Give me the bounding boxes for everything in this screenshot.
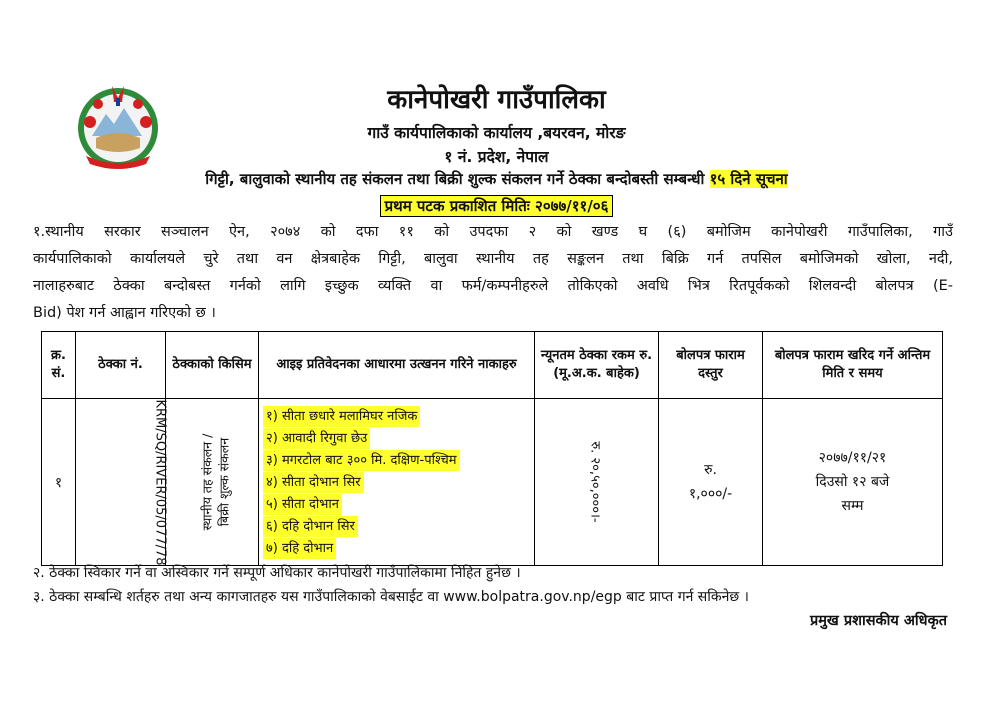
place-item: ३) मगरटोल बाट ३०० मि. दक्षिण-पश्चिम — [263, 450, 460, 471]
publish-date-box — [0, 195, 993, 217]
deadline-line-3: सम्म — [841, 498, 864, 514]
form-fee-line-1: रु. — [704, 462, 717, 478]
contract-no-text: KRM/SQ/RIVER/05/077/78 — [152, 398, 168, 566]
contract-type-line-1: स्थानीय तह संकलन / — [199, 433, 215, 531]
contract-type-line-2: बिक्री शुल्क संकलन — [216, 437, 232, 527]
col-header-places: आइइ प्रतिवेदनका आधारमा उत्खनन गरिने नाकाहरु — [259, 332, 535, 399]
deadline-line-1: २०७७/११/२१ — [818, 450, 887, 466]
intro-line: Bid) पेश गर्न आह्वान गरिएको छ । — [33, 305, 216, 321]
province-name: १ नं. प्रदेश, नेपाल — [444, 148, 549, 166]
col-header-sn: क्र. सं. — [42, 332, 76, 399]
cell-contract-no — [76, 399, 166, 566]
place-item: १) सीता छधारे मलामिघर नजिक — [263, 406, 420, 427]
min-amount-text: रु. २०,५०,०००।- — [587, 441, 603, 523]
footer-note-3: ३. ठेक्का सम्बन्धि शर्तहरु तथा अन्य कागजातहरु यस गाउँपालिकाको वेबसाईट वा www.bolpatra.gov.np/egp बाट प्राप्त गर्न सकिनेछ । — [33, 589, 749, 605]
col-header-form-fee: बोलपत्र फाराम दस्तुर — [659, 332, 763, 399]
notice-highlight: १५ दिने सूचना — [709, 170, 788, 188]
notice-subject — [0, 169, 993, 189]
tender-table — [41, 331, 943, 566]
page-title: कानेपोखरी गाउँपालिका — [387, 85, 606, 115]
cell-contract-type — [166, 399, 259, 566]
intro-line: नालाहरुबाट ठेक्का बन्दोबस्त गर्नको लागि इच्छुक व्यक्ति वा फर्म/कम्पनीहरुले तोकिएको अवधि भित्र रितपूर्वकको शिलवन्दी बोलपत्र (E- — [33, 278, 953, 294]
table-header-row — [42, 332, 943, 399]
table-row — [42, 399, 943, 566]
col-header-deadline: बोलपत्र फाराम खरिद गर्ने अन्तिम मिति र समय — [763, 332, 943, 399]
intro-paragraph — [33, 219, 953, 327]
contract-type-text — [198, 434, 232, 531]
intro-line: १.स्थानीय सरकार सञ्चालन ऐन, २०७४ को दफा ११ को उपदफा २ को खण्ड घ (६) बमोजिम कानेपोखरी गाउँपालिका, गाउँ — [33, 224, 953, 240]
notice-subject-text: गिट्टी, बालुवाको स्थानीय तह संकलन तथा बिक्री शुल्क संकलन गर्ने ठेक्का बन्दोबस्ती सम्बन्धी — [205, 170, 705, 188]
place-item: ४) सीता दोभान सिर — [263, 472, 364, 493]
place-item: ६) दहि दोभान सिर — [263, 516, 358, 537]
col-header-contract-type: ठेक्काको किसिम — [166, 332, 259, 399]
place-item: २) आवादी रिगुवा छेउ — [263, 428, 370, 449]
cell-form-fee — [659, 399, 763, 566]
office-name: गाउँ कार्यपालिकाको कार्यालय ,बयरवन, मोरङ — [367, 124, 626, 142]
col-header-contract-no: ठेक्का नं. — [76, 332, 166, 399]
footer-note-2: २. ठेक्का स्विकार गर्ने वा अस्विकार गर्ने सम्पूर्ण अधिकार कानेपोखरी गाउँपालिकामा निहित हुनेछ । — [33, 565, 521, 581]
col-header-min-amount: न्यूनतम ठेक्का रकम रु. (मू.अ.क. बाहेक) — [535, 332, 659, 399]
intro-line: कार्यपालिकाको कार्यालयले चुरे तथा वन क्षेत्रबाहेक गिट्टी, बालुवा स्थानीय तह सङ्कलन तथा बिक्रि गर्न तपसिल बमोजिमको खोला, नदी, — [33, 251, 953, 267]
cell-deadline — [763, 399, 943, 566]
signatory: प्रमुख प्रशासकीय अधिकृत — [810, 613, 947, 629]
deadline-line-2: दिउसो १२ बजे — [815, 474, 890, 490]
publish-date: प्रथम पटक प्रकाशित मितिः २०७७/११/०६ — [380, 195, 614, 217]
form-fee-line-2: १,०००/- — [688, 486, 733, 502]
cell-sn: १ — [42, 399, 76, 566]
place-item: ५) सीता दोभान — [263, 494, 342, 515]
cell-min-amount — [535, 399, 659, 566]
cell-places — [259, 399, 535, 566]
place-item: ७) दहि दोभान — [263, 538, 336, 559]
